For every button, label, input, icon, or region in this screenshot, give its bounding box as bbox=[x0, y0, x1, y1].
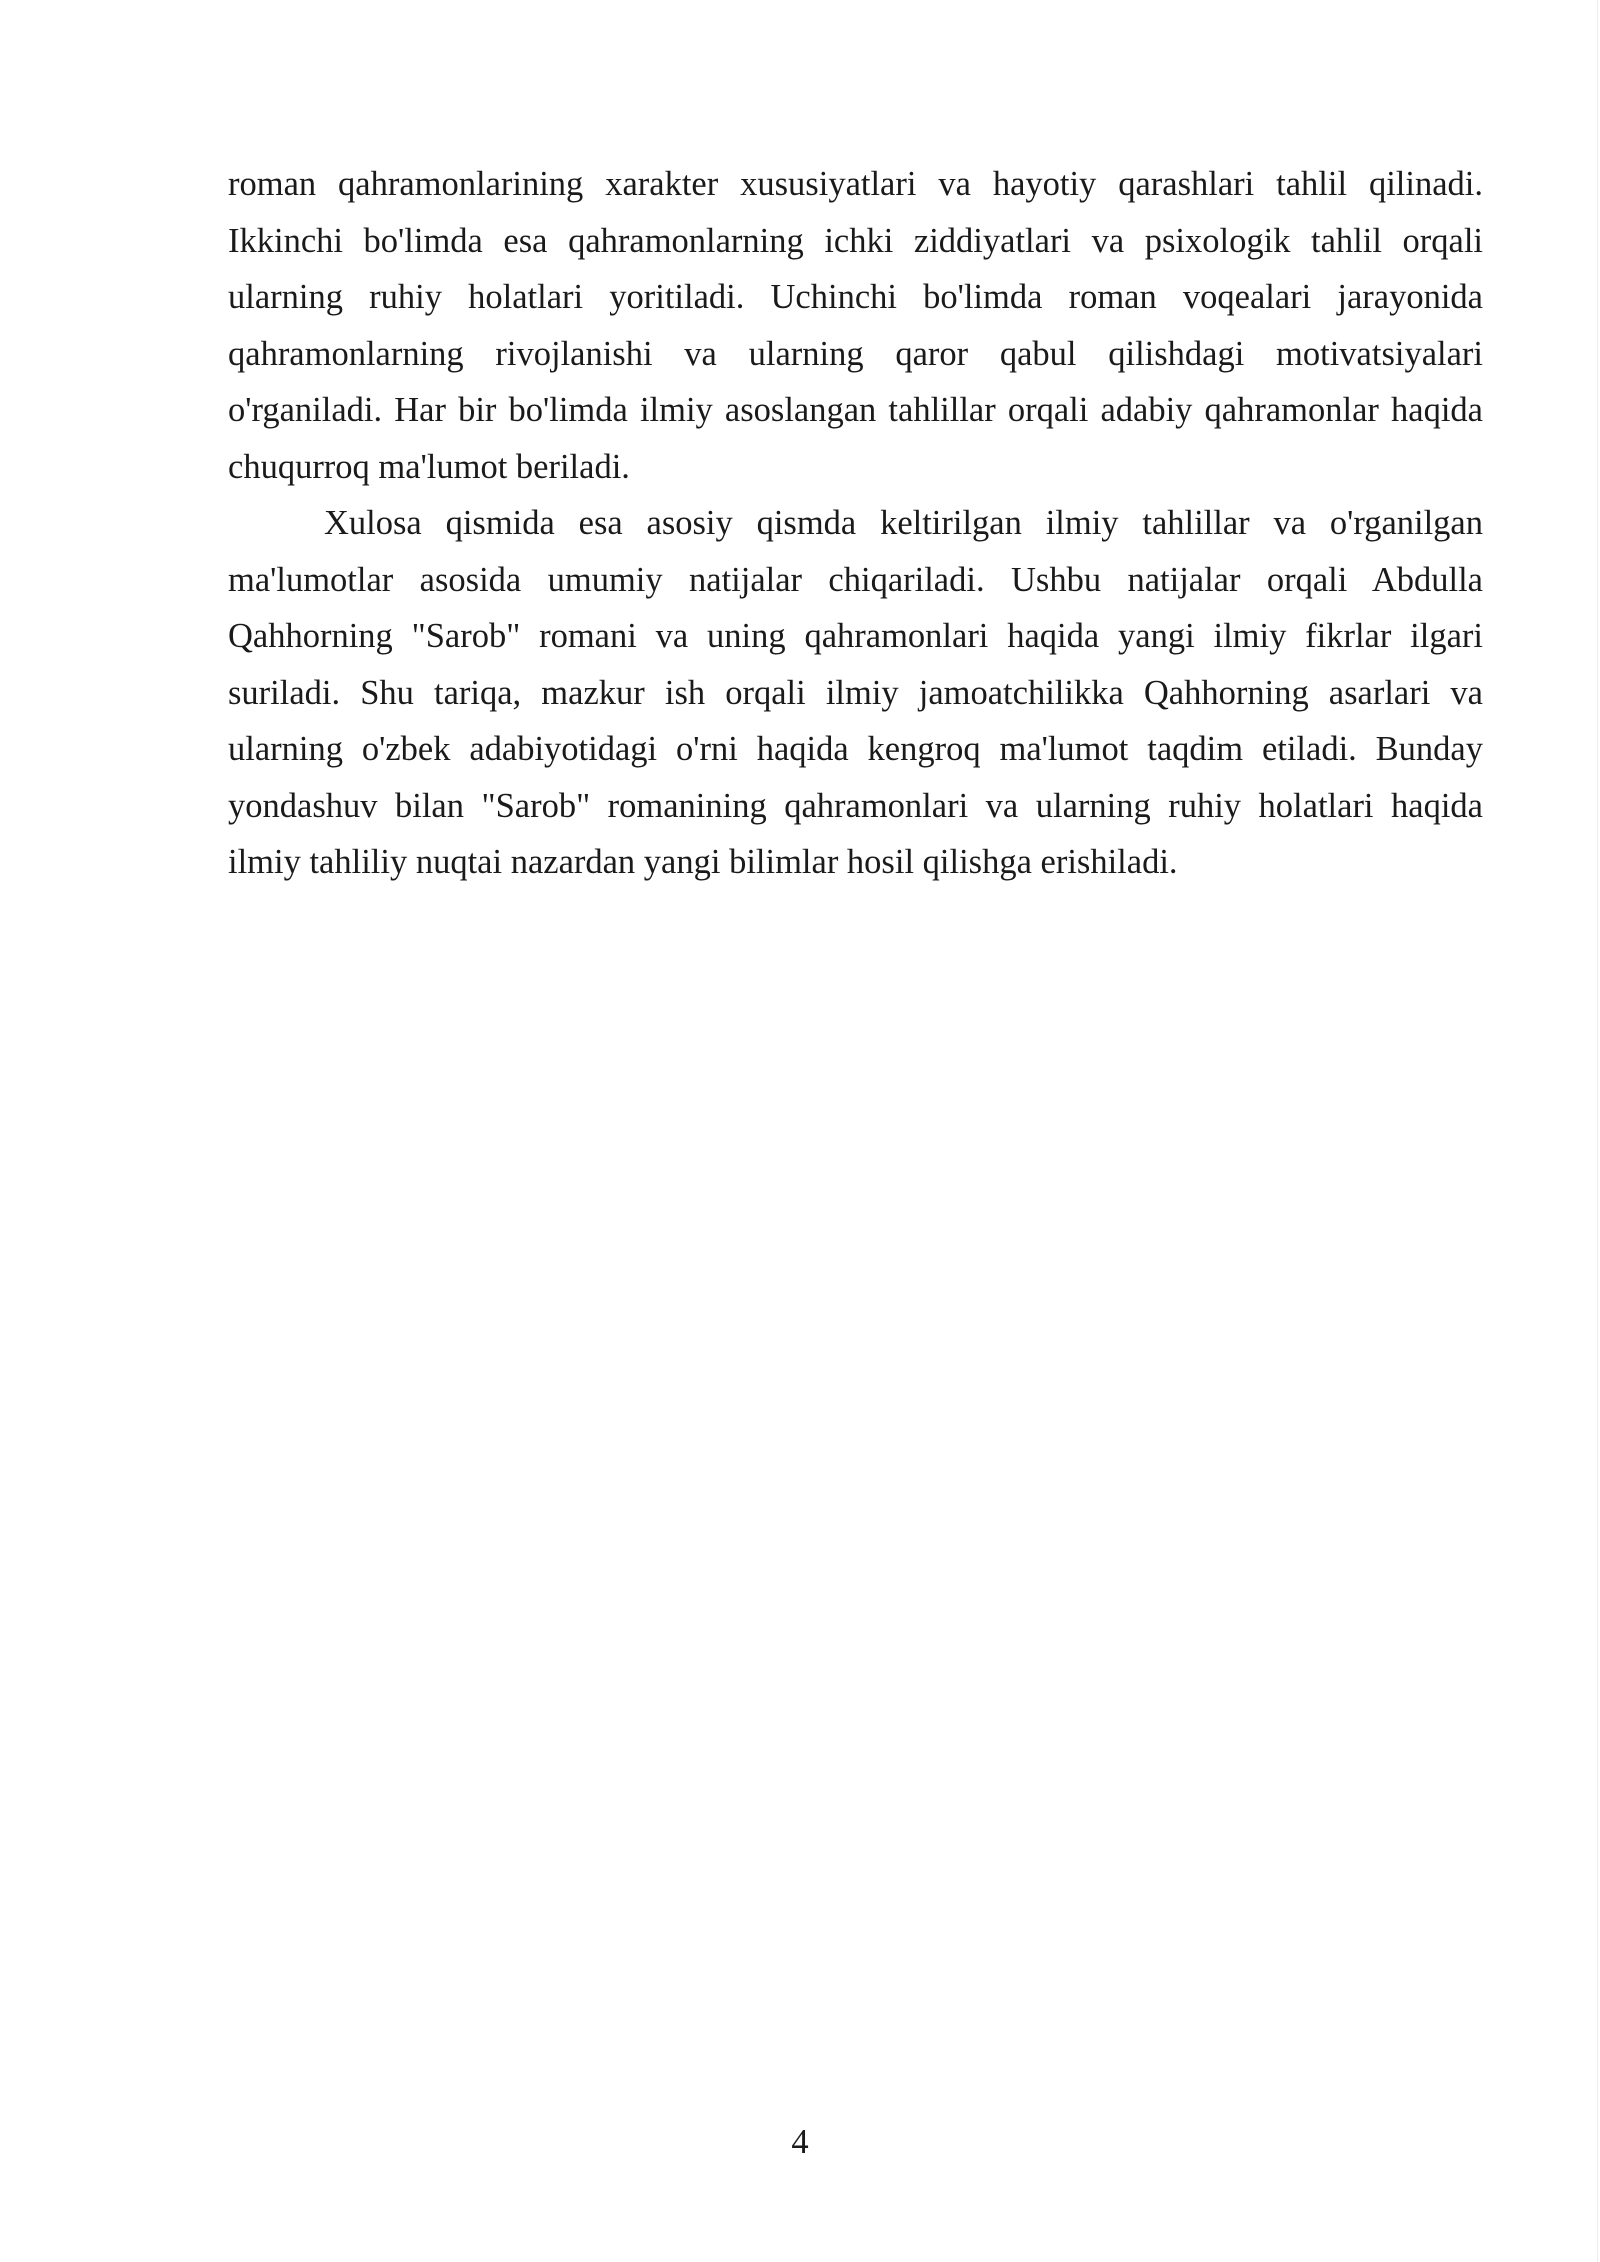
page-number: 4 bbox=[791, 2123, 809, 2161]
body-text bbox=[228, 156, 1483, 891]
paragraph-continued: roman qahramonlarining xarakter xususiyatlari va hayotiy qarashlari tahlil qilinadi. Ikkinchi bo'limda esa qahramonlarning ichki ziddiyatlari va psixologik tahlil orqali ularning ruhiy holatlari yoritiladi. Uchinchi bo'limda roman voqealari jarayonida qahramonlarning rivojlanishi va ularning qaror qabul qilishdagi motivatsiyalari o'rganiladi. Har bir bo'limda ilmiy asoslangan tahlillar orqali adabiy qahramonlar haqida chuqurroq ma'lumot beriladi. bbox=[228, 165, 1483, 486]
page-edge-divider bbox=[1597, 0, 1598, 2262]
paragraph-conclusion: Xulosa qismida esa asosiy qismda keltirilgan ilmiy tahlillar va o'rganilgan ma'lumotlar asosida umumiy natijalar chiqariladi. Ushbu natijalar orqali Abdulla Qahhorning "Sarob" romani va uning qahramonlari haqida yangi ilmiy fikrlar ilgari suriladi. Shu tariqa, mazkur ish orqali ilmiy jamoatchilikka Qahhorning asarlari va ularning o'zbek adabiyotidagi o'rni haqida kengroq ma'lumot taqdim etiladi. Bunday yondashuv bilan "Sarob" romanining qahramonlari va ularning ruhiy holatlari haqida ilmiy tahliliy nuqtai nazardan yangi bilimlar hosil qilishga erishiladi. bbox=[228, 504, 1483, 881]
